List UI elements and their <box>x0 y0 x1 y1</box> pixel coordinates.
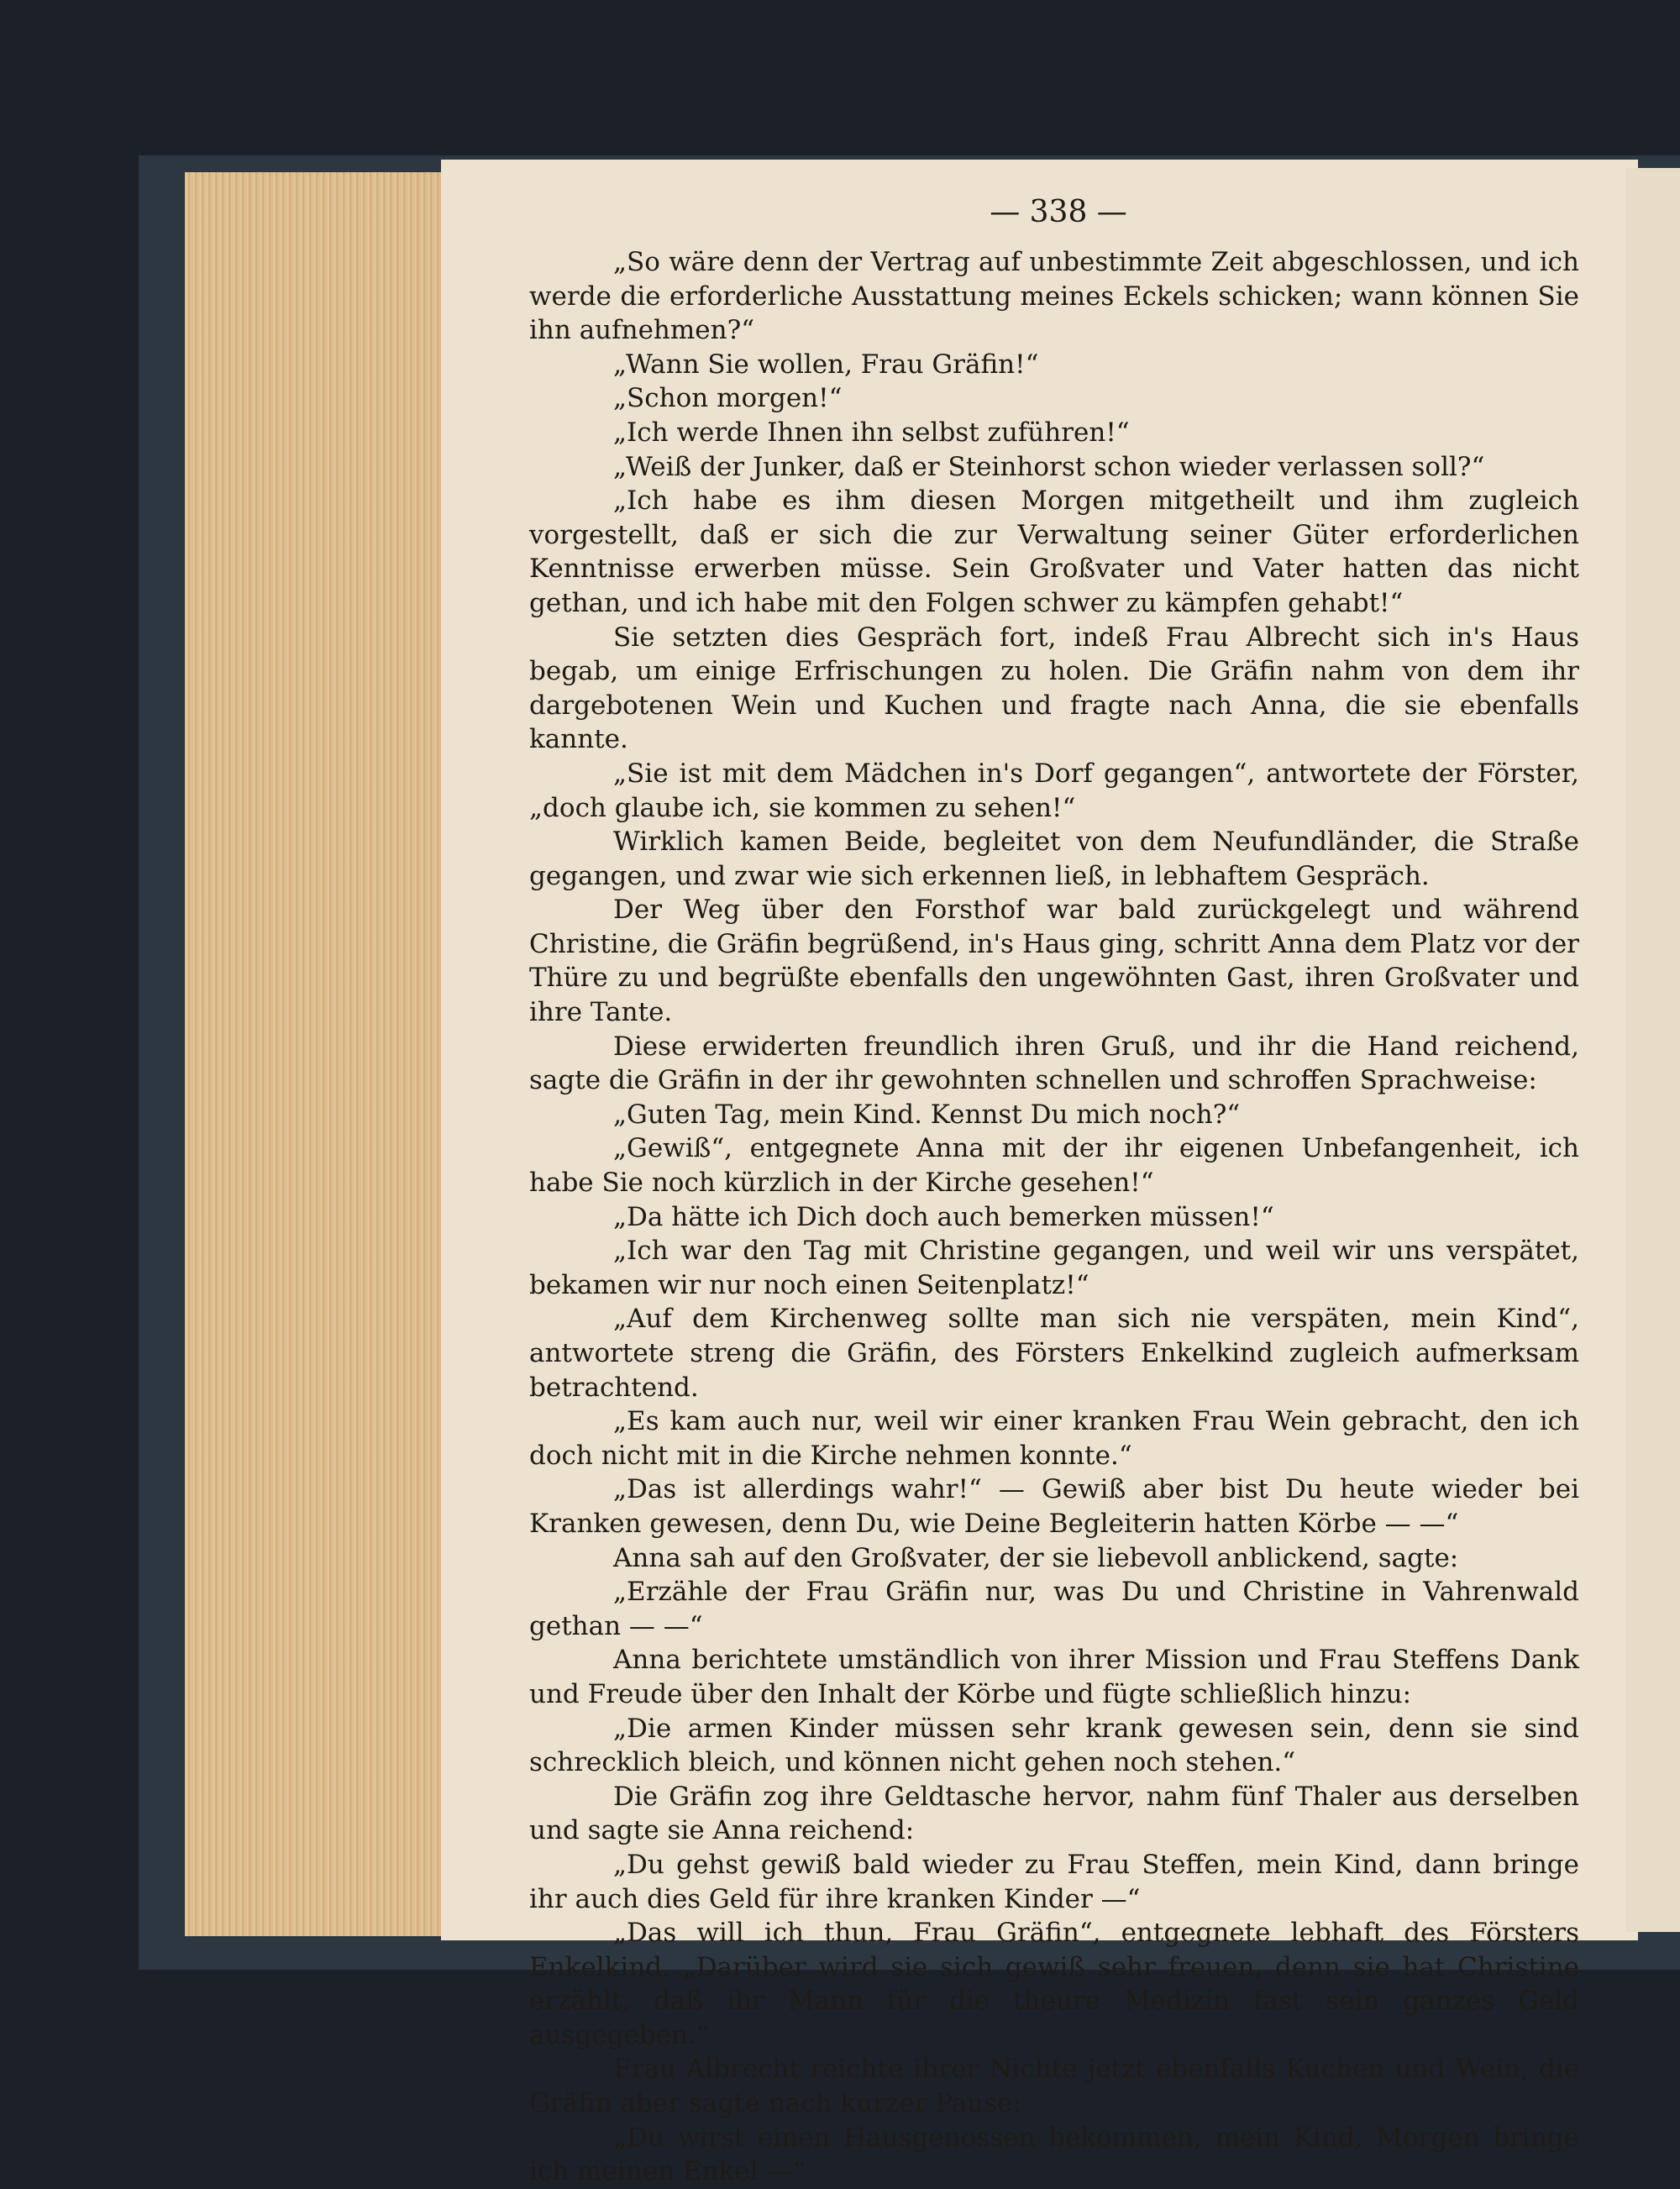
paragraph: „Ich werde Ihnen ihn selbst zuführen!“ <box>613 417 1130 448</box>
paragraph: „So wäre denn der Vertrag auf unbestimmte Zeit abgeschlossen, und ich werde die erforderliche Ausstattung meines Eckels schicken; wann können Sie ihn aufnehmen?“ <box>529 247 1579 346</box>
paragraph: „Sie ist mit dem Mädchen in's Dorf gegangen“, antwortete der Förster, „doch glaube ich, sie kommen zu sehen!“ <box>529 758 1579 823</box>
page-edges <box>185 172 462 1936</box>
paragraph: „Ich war den Tag mit Christine gegangen, und weil wir uns verspätet, bekamen wir nur noch einen Seitenplatz!“ <box>529 1236 1579 1300</box>
paragraph: „Du gehst gewiß bald wieder zu Frau Steffen, mein Kind, dann bringe ihr auch dies Geld für ihre kranken Kinder —“ <box>529 1849 1579 1914</box>
paragraph: Anna sah auf den Großvater, der sie liebevoll anblickend, sagte: <box>613 1542 1459 1573</box>
paragraph: „Schon morgen!“ <box>613 383 843 414</box>
paragraph: „Da hätte ich Dich doch auch bemerken müssen!“ <box>613 1201 1274 1232</box>
paragraph: „Du wirst einen Hausgenossen bekommen, mein Kind, Morgen bringe ich meinen Enkel —“ <box>529 2122 1579 2187</box>
paragraph: Wirklich kamen Beide, begleitet von dem Neufundländer, die Straße gegangen, und zwar wie sich erkennen ließ, in lebhaftem Gespräch. <box>529 827 1579 891</box>
page-text <box>529 245 1579 2189</box>
paragraph: „Auf dem Kirchenweg sollte man sich nie verspäten, mein Kind“, antwortete streng die Gräfin, des Försters Enkelkind zugleich aufmerksam betrachtend. <box>529 1304 1579 1403</box>
paragraph: Sie setzten dies Gespräch fort, indeß Frau Albrecht sich in's Haus begab, um einige Erfrischungen zu holen. Die Gräfin nahm von dem ihr dargebotenen Wein und Kuchen und fragte nach Anna, die sie ebenfalls kannte. <box>529 622 1579 755</box>
paragraph: „Das will ich thun, Frau Gräfin“, entgegnete lebhaft des Försters Enkelkind. „Darüber wird sie sich gewiß sehr freuen, denn sie hat Christine erzählt, daß ihr Mann für die theure Medizin fast sein ganzes Geld ausgegeben.“ <box>529 1918 1579 2050</box>
paragraph: „Das ist allerdings wahr!“ — Gewiß aber bist Du heute wieder bei Kranken gewesen, denn Du, wie Deine Begleiterin hatten Körbe — —“ <box>529 1474 1579 1539</box>
paragraph: Der Weg über den Forsthof war bald zurückgelegt und während Christine, die Gräfin begrüßend, in's Haus ging, schritt Anna dem Platz vor der Thüre zu und begrüßte ebenfalls den ungewöhnten Gast, ihren Großvater und ihre Tante. <box>529 895 1579 1028</box>
paragraph: Die Gräfin zog ihre Geldtasche hervor, nahm fünf Thaler aus derselben und sagte sie Anna reichend: <box>529 1781 1579 1846</box>
paragraph: „Guten Tag, mein Kind. Kennst Du mich noch?“ <box>613 1099 1241 1130</box>
facing-page-edge <box>1625 168 1680 1932</box>
paragraph: „Weiß der Junker, daß er Steinhorst schon wieder verlassen soll?“ <box>613 451 1485 482</box>
page-number: — 338 — <box>990 195 1127 229</box>
paragraph: Diese erwiderten freundlich ihren Gruß, und ihr die Hand reichend, sagte die Gräfin in der ihr gewohnten schnellen und schroffen Sprachweise: <box>529 1031 1579 1096</box>
paragraph: Frau Albrecht reichte ihrer Nichte jetzt ebenfalls Kuchen und Wein, die Gräfin aber sagte nach kurzer Pause: <box>529 2054 1579 2119</box>
paragraph: Anna berichtete umständlich von ihrer Mission und Frau Steffens Dank und Freude über den Inhalt der Körbe und fügte schließlich hinzu: <box>529 1645 1579 1709</box>
paragraph: „Erzähle der Frau Gräfin nur, was Du und Christine in Vahrenwald gethan — —“ <box>529 1577 1579 1641</box>
paragraph: „Ich habe es ihm diesen Morgen mitgetheilt und ihm zugleich vorgestellt, daß er sich die zur Verwaltung seiner Güter erforderlichen Kenntnisse erwerben müsse. Sein Großvater und Vater hatten das nicht gethan, und ich habe mit den Folgen schwer zu kämpfen gehabt!“ <box>529 486 1579 618</box>
paragraph: „Wann Sie wollen, Frau Gräfin!“ <box>613 349 1039 380</box>
paragraph: „Die armen Kinder müssen sehr krank gewesen sein, denn sie sind schrecklich bleich, und können nicht gehen noch stehen.“ <box>529 1713 1579 1778</box>
paragraph: „Gewiß“, entgegnete Anna mit der ihr eigenen Unbefangenheit, ich habe Sie noch kürzlich in der Kirche gesehen!“ <box>529 1133 1579 1199</box>
paragraph: „Es kam auch nur, weil wir einer kranken Frau Wein gebracht, den ich doch nicht mit in die Kirche nehmen konnte.“ <box>529 1406 1579 1471</box>
